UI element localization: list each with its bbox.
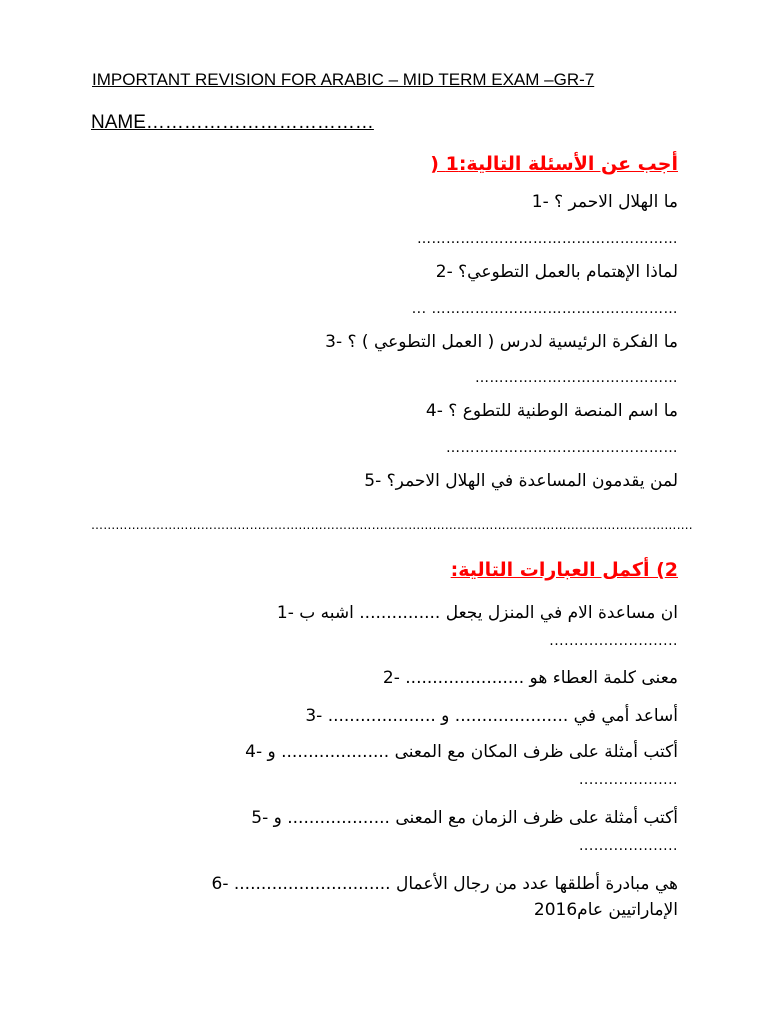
student-name-line: NAME……………………………… xyxy=(91,112,374,133)
section2-heading: 2) أكمل العبارات التالية: xyxy=(450,559,678,581)
question-1: ما الهلال الاحمر ؟ -1 xyxy=(531,192,678,212)
completion-item-3: أساعد أمي في ..................... و .................... -3 xyxy=(305,706,678,726)
completion-item-1-continuation: .......................... xyxy=(549,633,678,649)
completion-item-5-continuation: .................... xyxy=(578,838,678,854)
completion-item-6: هي مبادرة أطلقها عدد من رجال الأعمال ............................. -6 xyxy=(211,874,678,894)
completion-item-1: ان مساعدة الام في المنزل يجعل ............... اشبه ب -1 xyxy=(276,603,678,623)
completion-item-4-continuation: .................... xyxy=(578,772,678,788)
question-4: ما اسم المنصة الوطنية للتطوع ؟ -4 xyxy=(425,401,678,421)
answer-line-3: …………………………………… xyxy=(475,370,678,386)
question-5: لمن يقدمون المساعدة في الهلال الاحمر؟ -5 xyxy=(364,471,678,491)
completion-item-4: أكتب أمثلة على ظرف المكان مع المعنى .................... و -4 xyxy=(245,742,678,762)
answer-line-5: …………………………………………………………………………………………………………………………………. xyxy=(91,518,693,532)
answer-line-2: ... …………………………………………… xyxy=(411,301,678,317)
question-2: لماذا الإهتمام بالعمل التطوعي؟ -2 xyxy=(435,262,678,282)
completion-item-5: أكتب أمثلة على ظرف الزمان مع المعنى ................... و -5 xyxy=(251,808,678,828)
question-3: ما الفكرة الرئيسية لدرس ( العمل التطوعي ) ؟ -3 xyxy=(325,332,678,352)
section1-heading: أجب عن الأسئلة التالية:1 ( xyxy=(430,153,678,175)
answer-line-4: ………………………………………… xyxy=(446,440,678,456)
completion-item-2: معنى كلمة العطاء هو ...................... -2 xyxy=(382,668,678,688)
answer-line-1: ……………………………………………… xyxy=(417,231,678,247)
completion-item-6-continuation: الإماراتيين عام2016 xyxy=(533,900,678,920)
document-title: IMPORTANT REVISION FOR ARABIC – MID TERM EXAM –GR-7 xyxy=(92,70,595,89)
